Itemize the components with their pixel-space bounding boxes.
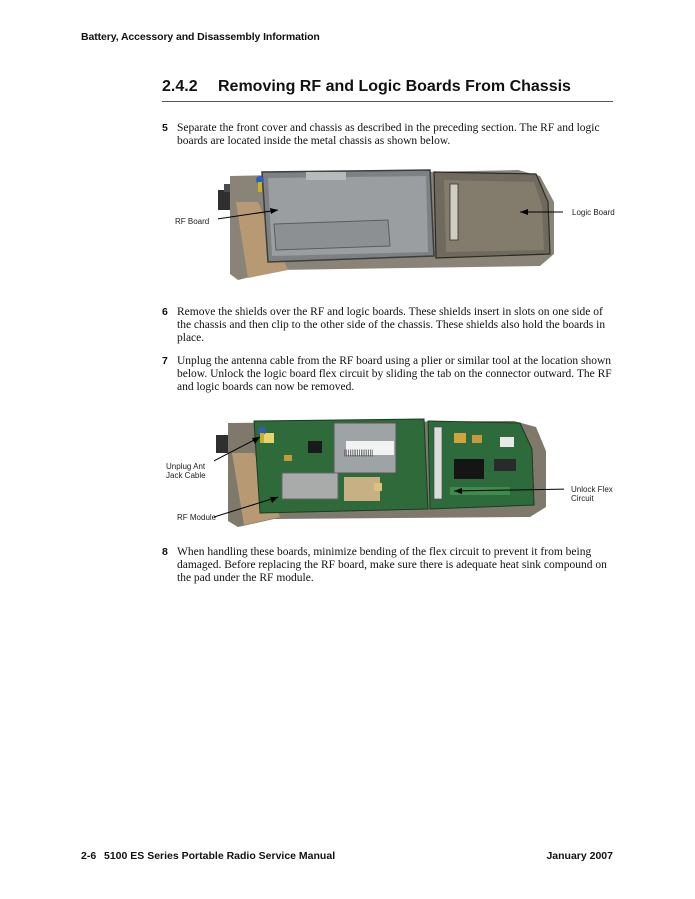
step-number: 8	[162, 546, 168, 558]
callout-unlock-line2: Circuit	[571, 494, 594, 503]
step-8	[162, 546, 614, 585]
footer-page-number: 2-6	[81, 850, 97, 862]
callout-unplug-ant-jack-cable	[166, 462, 206, 480]
callout-unlock-line1: Unlock Flex	[571, 485, 613, 494]
running-header: Battery, Accessory and Disassembly Information	[81, 31, 320, 43]
callout-rf-board: RF Board	[175, 217, 210, 226]
section-title: Removing RF and Logic Boards From Chassis	[218, 78, 571, 95]
step-text: Unplug the antenna cable from the RF board using a plier or similar tool at the location shown below. Unlock the logic board flex circuit by sliding the tab on the connector outward. The RF and logic boards can now be removed.	[177, 355, 612, 393]
step-number: 7	[162, 355, 168, 367]
figure-boards-exposed	[214, 413, 564, 531]
step-5	[162, 122, 614, 148]
section-heading	[162, 78, 571, 96]
callout-rf-module: RF Module	[177, 513, 217, 522]
callout-unlock-flex-circuit	[571, 485, 613, 503]
step-number: 5	[162, 122, 168, 134]
step-number: 6	[162, 306, 168, 318]
step-text: Separate the front cover and chassis as described in the preceding section. The RF and logic boards are located inside the metal chassis as shown below.	[177, 122, 600, 147]
rf-module-label-text: ||||||||||||||||	[344, 450, 374, 457]
callout-unplug-line2: Jack Cable	[166, 471, 206, 480]
footer-manual-title: 5100 ES Series Portable Radio Service Manual	[104, 850, 336, 862]
footer-date: January 2007	[546, 850, 613, 862]
step-6	[162, 306, 614, 345]
callout-unplug-line1: Unplug Ant	[166, 462, 206, 471]
step-7	[162, 355, 614, 394]
step-text: Remove the shields over the RF and logic boards. These shields insert in slots on one side of the chassis and then clip to the other side of the chassis. These shields also hold the boards in place.	[177, 306, 606, 344]
section-divider	[162, 101, 613, 102]
figure-chassis-shields	[218, 162, 563, 280]
section-number: 2.4.2	[162, 78, 198, 95]
callout-logic-board: Logic Board	[572, 208, 615, 217]
step-text: When handling these boards, minimize bending of the flex circuit to prevent it from being damaged. Before replacing the RF board, make sure there is adequate heat sink compound on the pad under the RF module.	[177, 546, 607, 584]
